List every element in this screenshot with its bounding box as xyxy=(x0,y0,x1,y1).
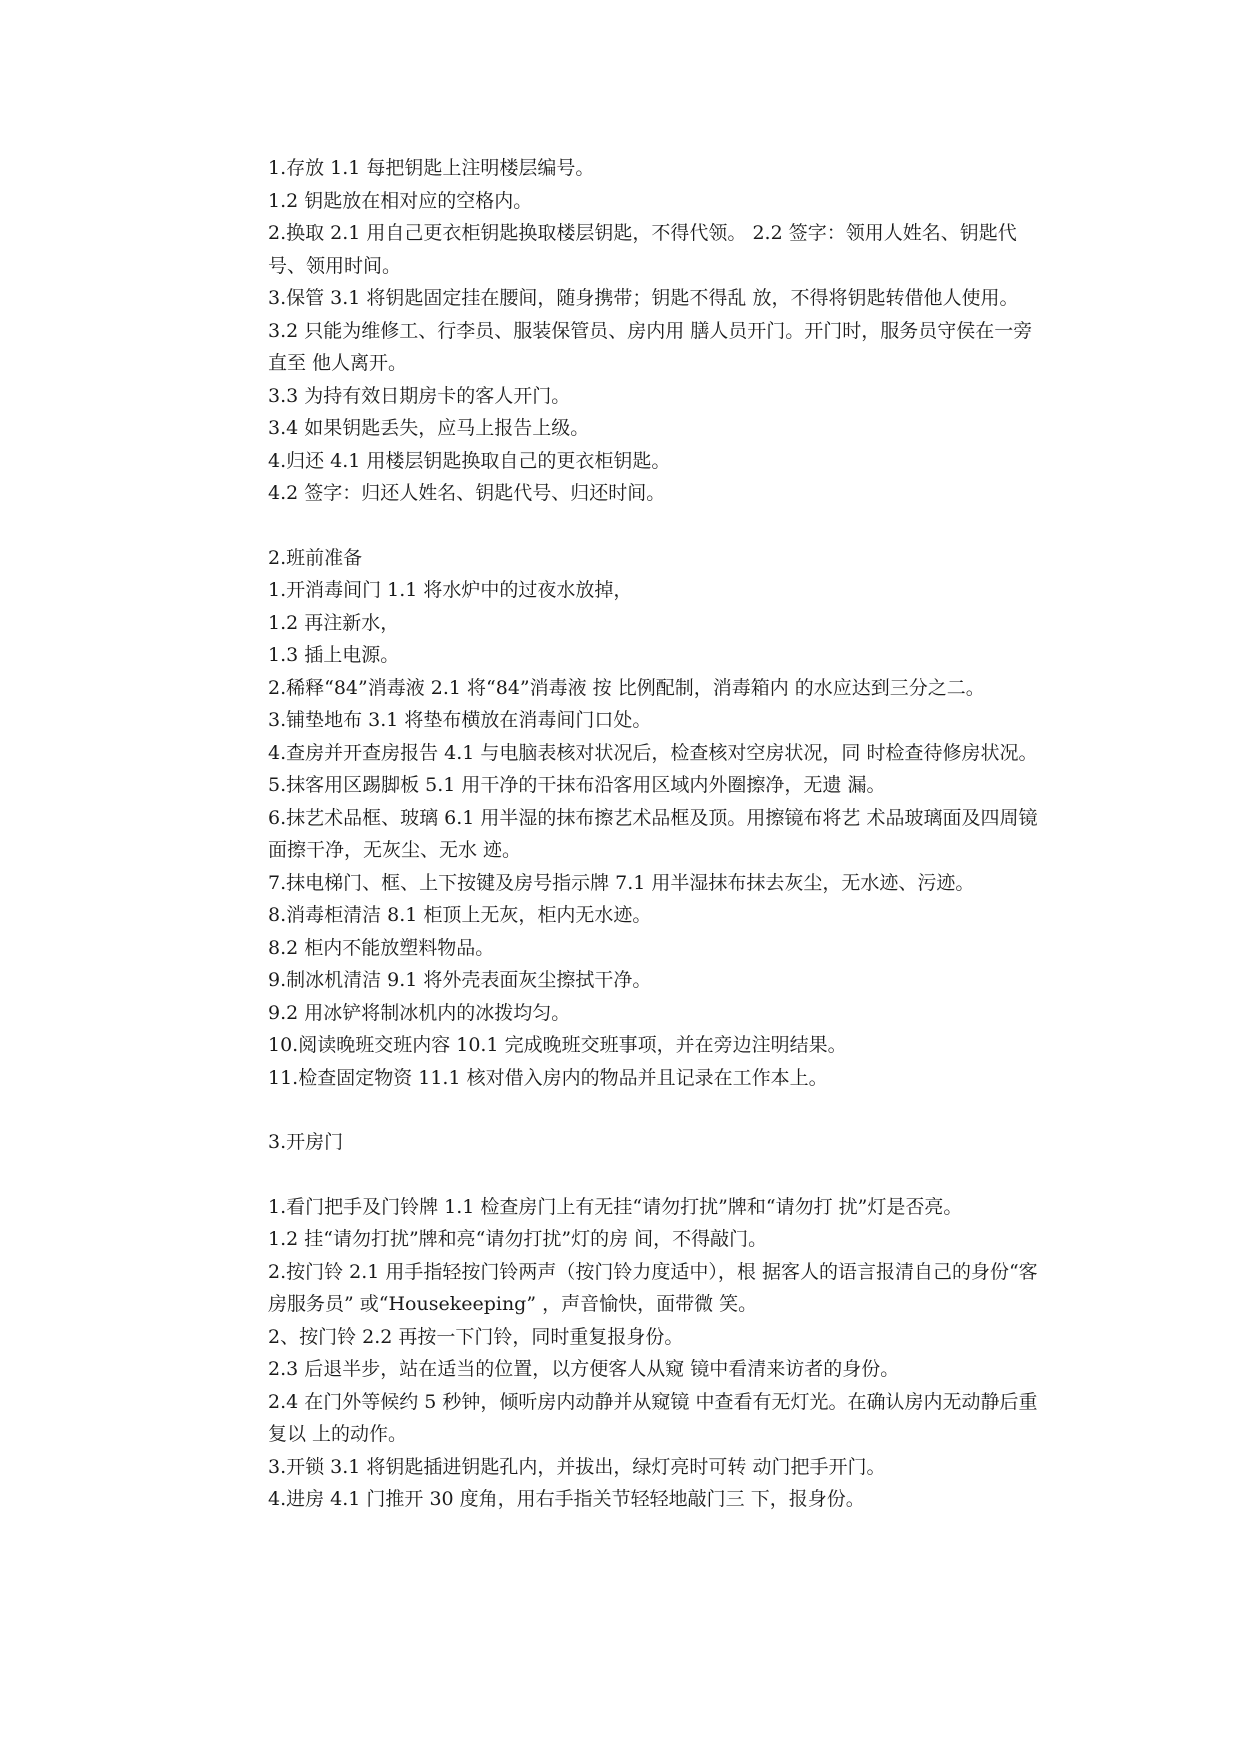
paragraph: 2.4 在门外等候约 5 秒钟，倾听房内动静并从窥镜 中查看有无灯光。在确认房内无动静后重复以 上的动作。 xyxy=(268,1390,1038,1445)
document-body xyxy=(268,152,1048,1516)
paragraph: 2.按门铃 2.1 用手指轻按门铃两声（按门铃力度适中），根 据客人的语言报清自己的身份“客房服务员” 或“Housekeeping” ，声音愉快，面带微 笑。 xyxy=(268,1260,1038,1315)
section-heading: 2.班前准备 xyxy=(268,546,363,569)
section-key-management xyxy=(268,152,1048,510)
paragraph: 4.进房 4.1 门推开 30 度角，用右手指关节轻轻地敲门三 下，报身份。 xyxy=(268,1488,865,1510)
paragraph: 1.2 再注新水， xyxy=(268,611,400,634)
paragraph: 1.开消毒间门 1.1 将水炉中的过夜水放掉， xyxy=(268,579,633,601)
paragraph: 9.制冰机清洁 9.1 将外壳表面灰尘擦拭干净。 xyxy=(268,969,652,991)
paragraph: 1.存放 1.1 每把钥匙上注明楼层编号。 xyxy=(268,157,595,179)
heading-spacer xyxy=(268,1159,1048,1191)
paragraph: 4.2 签字：归还人姓名、钥匙代号、归还时间。 xyxy=(268,482,666,504)
section-pre-shift-preparation xyxy=(268,542,1048,1095)
paragraph: 2、按门铃 2.2 再按一下门铃，同时重复报身份。 xyxy=(268,1325,684,1348)
paragraph: 3.保管 3.1 将钥匙固定挂在腰间，随身携带；钥匙不得乱 放，不得将钥匙转借他人使用。 xyxy=(268,287,1019,309)
paragraph: 7.抹电梯门、框、上下按键及房号指示牌 7.1 用半湿抹布抹去灰尘，无水迹、污迹。 xyxy=(268,871,975,894)
paragraph: 2.稀释“84”消毒液 2.1 将“84”消毒液 按 比例配制，消毒箱内 的水应达到三分之二。 xyxy=(268,676,985,699)
paragraph: 3.3 为持有效日期房卡的客人开门。 xyxy=(268,384,571,407)
paragraph: 2.换取 2.1 用自己更衣柜钥匙换取楼层钥匙，不得代领。 2.2 签字：领用人姓名、钥匙代号、领用时间。 xyxy=(268,222,1017,277)
paragraph: 4.查房并开查房报告 4.1 与电脑表核对状况后，检查核对空房状况，同 时检查待修房状况。 xyxy=(268,741,1038,764)
section-spacer xyxy=(268,1094,1048,1126)
paragraph: 6.抹艺术品框、玻璃 6.1 用半湿的抹布擦艺术品框及顶。用擦镜布将艺 术品玻璃面及四周镜面擦干净，无灰尘、无水 迹。 xyxy=(268,806,1038,861)
paragraph: 3.开锁 3.1 将钥匙插进钥匙孔内，并拔出，绿灯亮时可转 动门把手开门。 xyxy=(268,1455,886,1478)
paragraph: 3.铺垫地布 3.1 将垫布横放在消毒间门口处。 xyxy=(268,709,652,731)
paragraph: 8.消毒柜清洁 8.1 柜顶上无灰，柜内无水迹。 xyxy=(268,904,652,926)
section-heading: 3.开房门 xyxy=(268,1131,344,1153)
paragraph: 3.2 只能为维修工、行李员、服装保管员、房内用 膳人员开门。开门时，服务员守侯在一旁直至 他人离开。 xyxy=(268,319,1033,374)
paragraph: 1.2 钥匙放在相对应的空格内。 xyxy=(268,189,533,212)
paragraph: 11.检查固定物资 11.1 核对借入房内的物品并且记录在工作本上。 xyxy=(268,1066,828,1089)
section-opening-room-door xyxy=(268,1126,1048,1516)
paragraph: 5.抹客用区踢脚板 5.1 用干净的干抹布沿客用区域内外圈擦净，无遗 漏。 xyxy=(268,774,886,796)
paragraph: 8.2 柜内不能放塑料物品。 xyxy=(268,936,495,959)
paragraph: 9.2 用冰铲将制冰机内的冰拨均匀。 xyxy=(268,1001,571,1024)
paragraph: 1.看门把手及门铃牌 1.1 检查房门上有无挂“请勿打扰”牌和“请勿打 扰”灯是否亮。 xyxy=(268,1195,963,1218)
paragraph: 2.3 后退半步，站在适当的位置，以方便客人从窥 镜中看清来访者的身份。 xyxy=(268,1358,900,1380)
paragraph: 1.2 挂“请勿打扰”牌和亮“请勿打扰”灯的房 间，不得敲门。 xyxy=(268,1228,768,1250)
section-spacer xyxy=(268,510,1048,542)
paragraph: 10.阅读晚班交班内容 10.1 完成晚班交班事项，并在旁边注明结果。 xyxy=(268,1034,847,1056)
paragraph: 4.归还 4.1 用楼层钥匙换取自己的更衣柜钥匙。 xyxy=(268,449,671,472)
paragraph: 3.4 如果钥匙丢失，应马上报告上级。 xyxy=(268,417,590,439)
paragraph: 1.3 插上电源。 xyxy=(268,644,400,666)
